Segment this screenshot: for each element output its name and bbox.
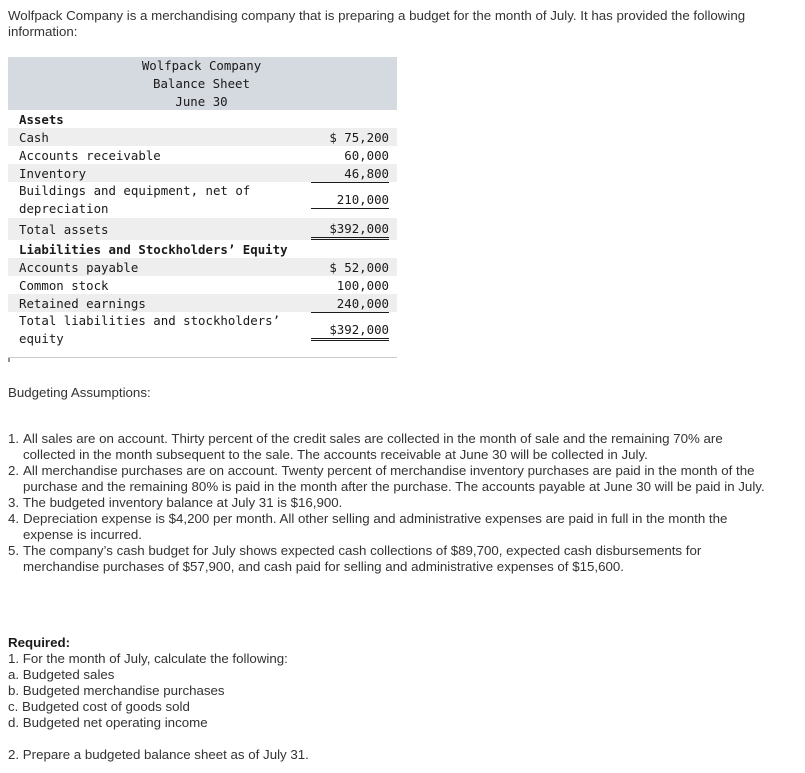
buildings-label: Buildings and equipment, net of depreciation [19,183,251,216]
total-assets-row [8,218,397,240]
assumptions-heading: Budgeting Assumptions: [8,385,151,400]
assets-heading: Assets [19,112,64,127]
ap-value: $ 52,000 [329,260,389,275]
ap-row [8,258,397,276]
inventory-row [8,164,397,182]
ap-label: Accounts payable [19,260,139,275]
cash-value: $ 75,200 [329,130,389,145]
statement-title: Balance Sheet [153,76,250,91]
total-assets-label: Total assets [19,222,109,237]
question-1c: c. Budgeted cost of goods sold [8,699,190,714]
ar-row [8,146,397,164]
table-scroll-handle [8,358,10,362]
total-le-label: Total liabilities and stockholders’ equity [19,313,281,346]
liabilities-heading-row [8,240,397,258]
inventory-label: Inventory [19,166,87,181]
list-item: 1. All sales are on account. Thirty percent of the credit sales are collected in the month of sale and the remaining 70% are collected in the month subsequent to the sale. The accounts receivable at June 30 will be collected in July. [8,431,723,462]
total-le-value: $392,000 [311,321,389,341]
list-item: 3. The budgeted inventory balance at July 31 is $16,900. [8,495,343,510]
ar-value: 60,000 [344,148,389,163]
cash-label: Cash [19,130,49,145]
question-1b: b. Budgeted merchandise purchases [8,683,225,698]
common-stock-value: 100,000 [336,278,389,293]
question-1d: d. Budgeted net operating income [8,715,208,730]
required-section [8,635,768,763]
table-scroll-rule [8,357,397,362]
question-1: 1. For the month of July, calculate the following: [8,651,288,666]
assumptions-list [8,431,768,575]
assets-heading-row [8,110,397,128]
cash-row [8,128,397,146]
retained-earnings-value: 240,000 [311,295,389,313]
balance-sheet-table [8,57,397,348]
list-item: 4. Depreciation expense is $4,200 per month. All other selling and administrative expenses are paid in full in the month the expense is incurred. [8,511,728,542]
common-stock-row [8,276,397,294]
inventory-value: 46,800 [311,165,389,183]
liabilities-heading: Liabilities and Stockholders’ Equity [19,242,288,257]
ar-label: Accounts receivable [19,148,161,163]
list-item: 2. All merchandise purchases are on account. Twenty percent of merchandise inventory purchases are paid in the month of the purchase and the remaining 80% is paid in the month after the purchase. The accounts payable at June 30 will be paid in July. [8,463,765,494]
common-stock-label: Common stock [19,278,109,293]
retained-earnings-label: Retained earnings [19,296,146,311]
balance-sheet-header [8,57,397,110]
question-2: 2. Prepare a budgeted balance sheet as of July 31. [8,747,309,762]
total-le-row [8,312,397,348]
total-assets-value: $392,000 [311,220,389,240]
required-title: Required: [8,635,71,650]
question-1a: a. Budgeted sales [8,667,115,682]
statement-date: June 30 [175,94,228,109]
buildings-value: 210,000 [311,191,389,209]
intro-text: Wolfpack Company is a merchandising company that is preparing a budget for the month of July. It has provided the following information: [8,8,746,39]
retained-earnings-row [8,294,397,312]
buildings-row [8,182,397,218]
list-item: 5. The company’s cash budget for July shows expected cash collections of $89,700, expected cash disbursements for merchandise purchases of $57,900, and cash paid for selling and administrative expenses of $15,600. [8,543,702,574]
company-name: Wolfpack Company [141,58,262,73]
